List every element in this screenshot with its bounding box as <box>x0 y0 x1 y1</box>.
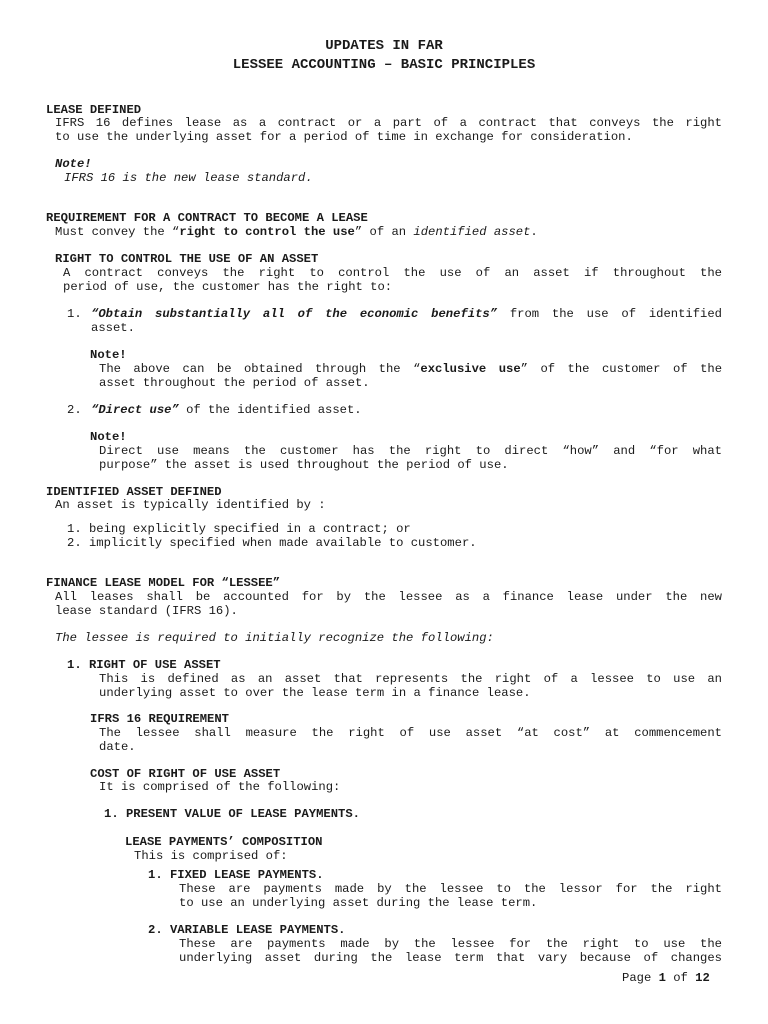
note-text: IFRS 16 is the new lease standard. <box>64 171 313 185</box>
cost-heading: COST OF RIGHT OF USE ASSET <box>90 767 281 781</box>
text-run: The above can be obtained through the “ <box>99 362 421 376</box>
lease-defined-line: IFRS 16 defines lease as a contract or a part of a contract that conveys the right <box>55 116 722 130</box>
list-item-text <box>91 308 722 322</box>
list-item: 2. implicitly specified when made available to customer. <box>67 536 477 550</box>
right-to-control-line: A contract conveys the right to control the use of an asset if throughout the <box>63 266 722 280</box>
variable-payments-heading: 2. VARIABLE LEASE PAYMENTS. <box>148 923 346 937</box>
list-item-text: asset. <box>91 321 135 335</box>
identified-asset-intro: An asset is typically identified by : <box>55 498 326 512</box>
text-run: of <box>665 971 696 985</box>
finance-lease-line: lease standard (IFRS 16). <box>55 604 238 618</box>
pv-heading: 1. PRESENT VALUE OF LEASE PAYMENTS. <box>104 807 360 821</box>
note-text: purpose” the asset is used throughout the period of use. <box>99 458 509 472</box>
fixed-payments-text: These are payments made by the lessee to the lessor for the right <box>179 882 722 896</box>
text-run: from the use of identified <box>497 307 722 321</box>
lease-defined-heading: LEASE DEFINED <box>46 103 142 117</box>
text-run: ” of an <box>354 225 414 239</box>
list-number: 1. <box>67 307 82 321</box>
variable-payments-text: underlying asset during the lease term that vary because of changes <box>179 951 722 965</box>
note-label: Note! <box>55 157 92 171</box>
document-subtitle: LESSEE ACCOUNTING – BASIC PRINCIPLES <box>232 57 536 73</box>
text-run-bold: exclusive use <box>420 362 521 376</box>
text-run: Page <box>622 971 659 985</box>
ifrs-requirement-text: The lessee shall measure the right of use asset “at cost” at commencement <box>99 726 722 740</box>
fixed-payments-heading: 1. FIXED LEASE PAYMENTS. <box>148 868 324 882</box>
page-total: 12 <box>695 971 710 985</box>
text-run-italic: identified asset <box>413 225 531 239</box>
page-current: 1 <box>658 971 666 985</box>
finance-lease-heading: FINANCE LEASE MODEL FOR “LESSEE” <box>46 576 281 590</box>
text-run: Must convey the “ <box>55 225 180 239</box>
rou-text: This is defined as an asset that represents the right of a lessee to use an <box>99 672 722 686</box>
variable-payments-text: These are payments made by the lessee for the right to use the <box>179 937 722 951</box>
fixed-payments-text: to use an underlying asset during the lease term. <box>179 896 538 910</box>
list-number: 2. <box>67 403 82 417</box>
composition-heading: LEASE PAYMENTS’ COMPOSITION <box>125 835 323 849</box>
identified-asset-heading: IDENTIFIED ASSET DEFINED <box>46 485 222 499</box>
lease-defined-line: to use the underlying asset for a period of time in exchange for consideration. <box>55 130 633 144</box>
ifrs-requirement-text: date. <box>99 740 136 754</box>
text-run: . <box>530 225 538 239</box>
list-item: 1. being explicitly specified in a contract; or <box>67 522 411 536</box>
note-text: Direct use means the customer has the right to direct “how” and “for what <box>99 444 722 458</box>
right-to-control-line: period of use, the customer has the right to: <box>63 280 393 294</box>
text-run-bold-italic: “Obtain substantially all of the economic benefits” <box>91 307 498 321</box>
requirement-text <box>55 226 538 240</box>
rou-heading: 1. RIGHT OF USE ASSET <box>67 658 221 672</box>
finance-lease-italic: The lessee is required to initially recognize the following: <box>55 631 494 645</box>
note-text <box>99 363 722 377</box>
document-title: UPDATES IN FAR <box>325 38 443 54</box>
ifrs-requirement-heading: IFRS 16 REQUIREMENT <box>90 712 229 726</box>
text-run-bold: right to control the use <box>179 225 355 239</box>
text-run-bold-italic: “Direct use” <box>91 403 179 417</box>
list-item-text <box>91 404 362 418</box>
page-number <box>622 972 710 986</box>
text-run: ” of the customer of the <box>520 362 723 376</box>
note-label: Note! <box>90 430 127 444</box>
composition-intro: This is comprised of: <box>134 849 288 863</box>
right-to-control-heading: RIGHT TO CONTROL THE USE OF AN ASSET <box>55 252 319 266</box>
text-run: of the identified asset. <box>178 403 362 417</box>
rou-text: underlying asset to over the lease term in a finance lease. <box>99 686 531 700</box>
finance-lease-line: All leases shall be accounted for by the lessee as a finance lease under the new <box>55 590 722 604</box>
note-text: asset throughout the period of asset. <box>99 376 370 390</box>
cost-intro: It is comprised of the following: <box>99 780 341 794</box>
requirement-heading: REQUIREMENT FOR A CONTRACT TO BECOME A LEASE <box>46 211 368 225</box>
note-label: Note! <box>90 348 127 362</box>
